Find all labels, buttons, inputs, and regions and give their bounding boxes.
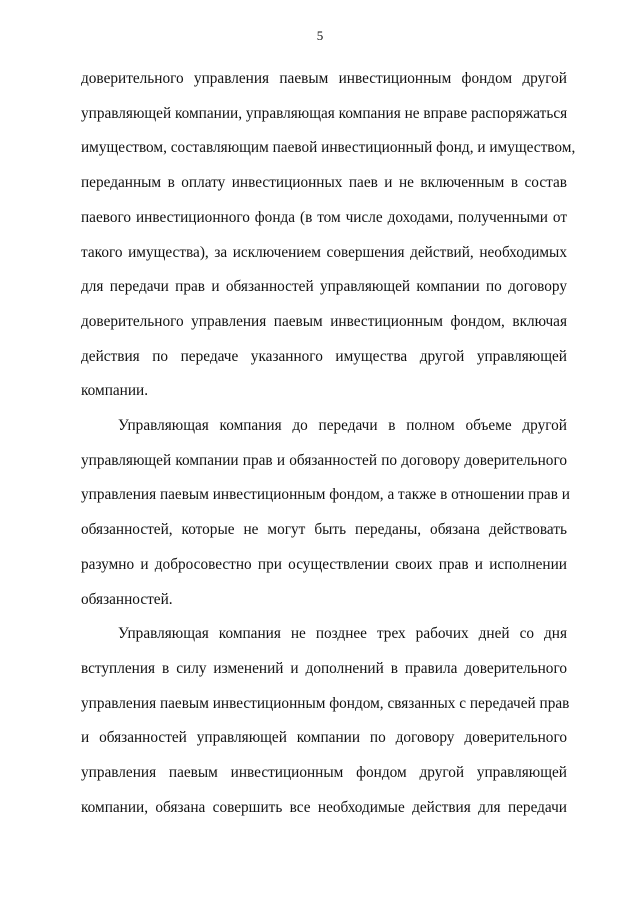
text-line: управления паевым инвестиционным фондом, а также в отношении прав и — [81, 486, 570, 504]
text-line: действия по передаче указанного имущества другой управляющей — [81, 347, 567, 365]
text-line: доверительного управления паевым инвестиционным фондом другой — [81, 70, 567, 87]
text-line: управления паевым инвестиционным фондом, связанных с передачей прав — [81, 694, 570, 712]
text-line: и обязанностей управляющей компании по договору доверительного — [81, 729, 567, 747]
text-line: обязанностей. — [81, 590, 173, 608]
text-line: переданным в оплату инвестиционных паев и не включенным в состав — [81, 174, 567, 192]
text-line: Управляющая компания до передачи в полном объеме другой — [118, 417, 567, 435]
paragraph-3 — [81, 617, 570, 825]
text-line: вступления в силу изменений и дополнений в правила доверительного — [81, 659, 567, 677]
text-line: доверительного управления паевым инвестиционным фондом, включая — [81, 312, 567, 330]
text-line: Управляющая компания не позднее трех рабочих дней со дня — [118, 625, 567, 643]
text-line: управляющей компании прав и обязанностей по договору доверительного — [81, 451, 567, 469]
text-line: компании. — [81, 382, 149, 400]
text-line: управляющей компании, управляющая компания не вправе распоряжаться — [81, 104, 568, 122]
text-line: разумно и добросовестно при осуществлении своих прав и исполнении — [81, 555, 567, 573]
text-line: обязанностей, которые не могут быть переданы, обязана действовать — [81, 521, 567, 539]
text-line: управления паевым инвестиционным фондом другой управляющей — [81, 764, 567, 782]
document-body — [81, 62, 576, 825]
text-line: такого имущества), за исключением совершения действий, необходимых — [81, 243, 567, 261]
text-line: для передачи прав и обязанностей управляющей компании по договору — [81, 278, 567, 296]
page-number: 5 — [316, 28, 324, 43]
text-line: имуществом, составляющим паевой инвестиционный фонд, и имуществом, — [81, 139, 576, 157]
paragraph-2 — [81, 409, 570, 617]
text-line: компании, обязана совершить все необходимые действия для передачи — [81, 798, 567, 816]
text-line: паевого инвестиционного фонда (в том числе доходами, полученными от — [81, 208, 567, 226]
paragraph-1 — [81, 62, 576, 409]
